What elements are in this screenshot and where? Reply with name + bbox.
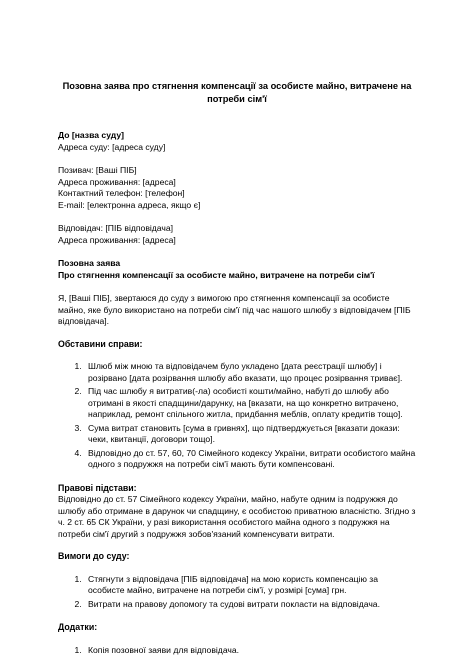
- legal-paragraph: Відповідно до ст. 57 Сімейного кодексу України, майно, набуте одним із подружжя до шлюбу або отримане в дарунок чи спадщину, є особистою приватною власністю. Згідно з ч. 2 ст. 65 СК України, у разі використання особистого майна одного з подружжя на потреби сім'ї другий з подружжя зобов'язаний компенсувати витрати.: [58, 494, 416, 539]
- document-title: Позовна заява про стягнення компенсації за особисте майно, витрачене на потреби сім'ї: [62, 81, 412, 104]
- plaintiff-address: Адреса проживання: [адреса]: [58, 176, 176, 187]
- list-item: 1. Копія позовної заяви для відповідача.: [84, 645, 416, 657]
- court-block: [58, 130, 416, 153]
- list-item: 2. Під час шлюбу я витратив(-ла) особисті кошти/майно, набуті до шлюбу або отримані в якості спадщини/дарунку, на [вказати, на що конкретно витрачено, наприклад, ремонт спільного житла, придбання меблів, оплату кредитів тощо].: [84, 386, 416, 421]
- defendant-address: Адреса проживання: [адреса]: [58, 234, 176, 245]
- claim-label: Позовна заява: [58, 258, 121, 268]
- list-item: 4. Відповідно до ст. 57, 60, 70 Сімейного кодексу України, витрати особистого майна одного з подружжя на потреби сім'ї мають бути компенсовані.: [84, 448, 416, 471]
- demands-heading: Вимоги до суду:: [58, 551, 130, 561]
- court-address: Адреса суду: [адреса суду]: [58, 141, 166, 152]
- plaintiff-block: [58, 165, 416, 211]
- attachments-list: [58, 645, 416, 657]
- circumstances-heading: Обставини справи:: [58, 338, 143, 349]
- circumstances-list: [58, 361, 416, 471]
- list-item: 1. Шлюб між мною та відповідачем було укладено [дата реєстрації шлюбу] і розірвано [дата розірвання шлюбу або вказати, що процес розірвання триває].: [84, 361, 416, 384]
- attachments-heading: Додатки:: [58, 622, 98, 632]
- court-name: До [назва суду]: [58, 130, 124, 140]
- claim-heading-block: [58, 258, 416, 281]
- demands-list: [58, 574, 416, 611]
- claim-subject: Про стягнення компенсації за особисте майно, витрачене на потреби сім'ї: [58, 269, 375, 280]
- intro-paragraph: Я, [Ваші ПІБ], звертаюся до суду з вимогою про стягнення компенсації за особисте майно, яке було використано на потреби сім'ї під час нашого шлюбу з відповідачем [ПІБ відповідача].: [58, 293, 411, 326]
- legal-heading: Правові підстави:: [58, 482, 137, 493]
- plaintiff-email: E-mail: [електронна адреса, якщо є]: [58, 199, 201, 210]
- list-item: 3. Сума витрат становить [сума в гривнях], що підтверджується [вказати докази: чеки, квитанції, договори тощо].: [84, 423, 416, 446]
- plaintiff-name: Позивач: [Ваші ПІБ]: [58, 165, 137, 175]
- plaintiff-phone: Контактний телефон: [телефон]: [58, 188, 185, 198]
- list-item: 1. Стягнути з відповідача [ПІБ відповідача] на мою користь компенсацію за особисте майно, витрачене на потреби сім'ї, у розмірі [сума] грн.: [84, 574, 416, 597]
- list-item: 2. Витрати на правову допомогу та судові витрати покласти на відповідача.: [84, 599, 416, 611]
- defendant-name: Відповідач: [ПІБ відповідача]: [58, 223, 174, 233]
- defendant-block: [58, 223, 416, 246]
